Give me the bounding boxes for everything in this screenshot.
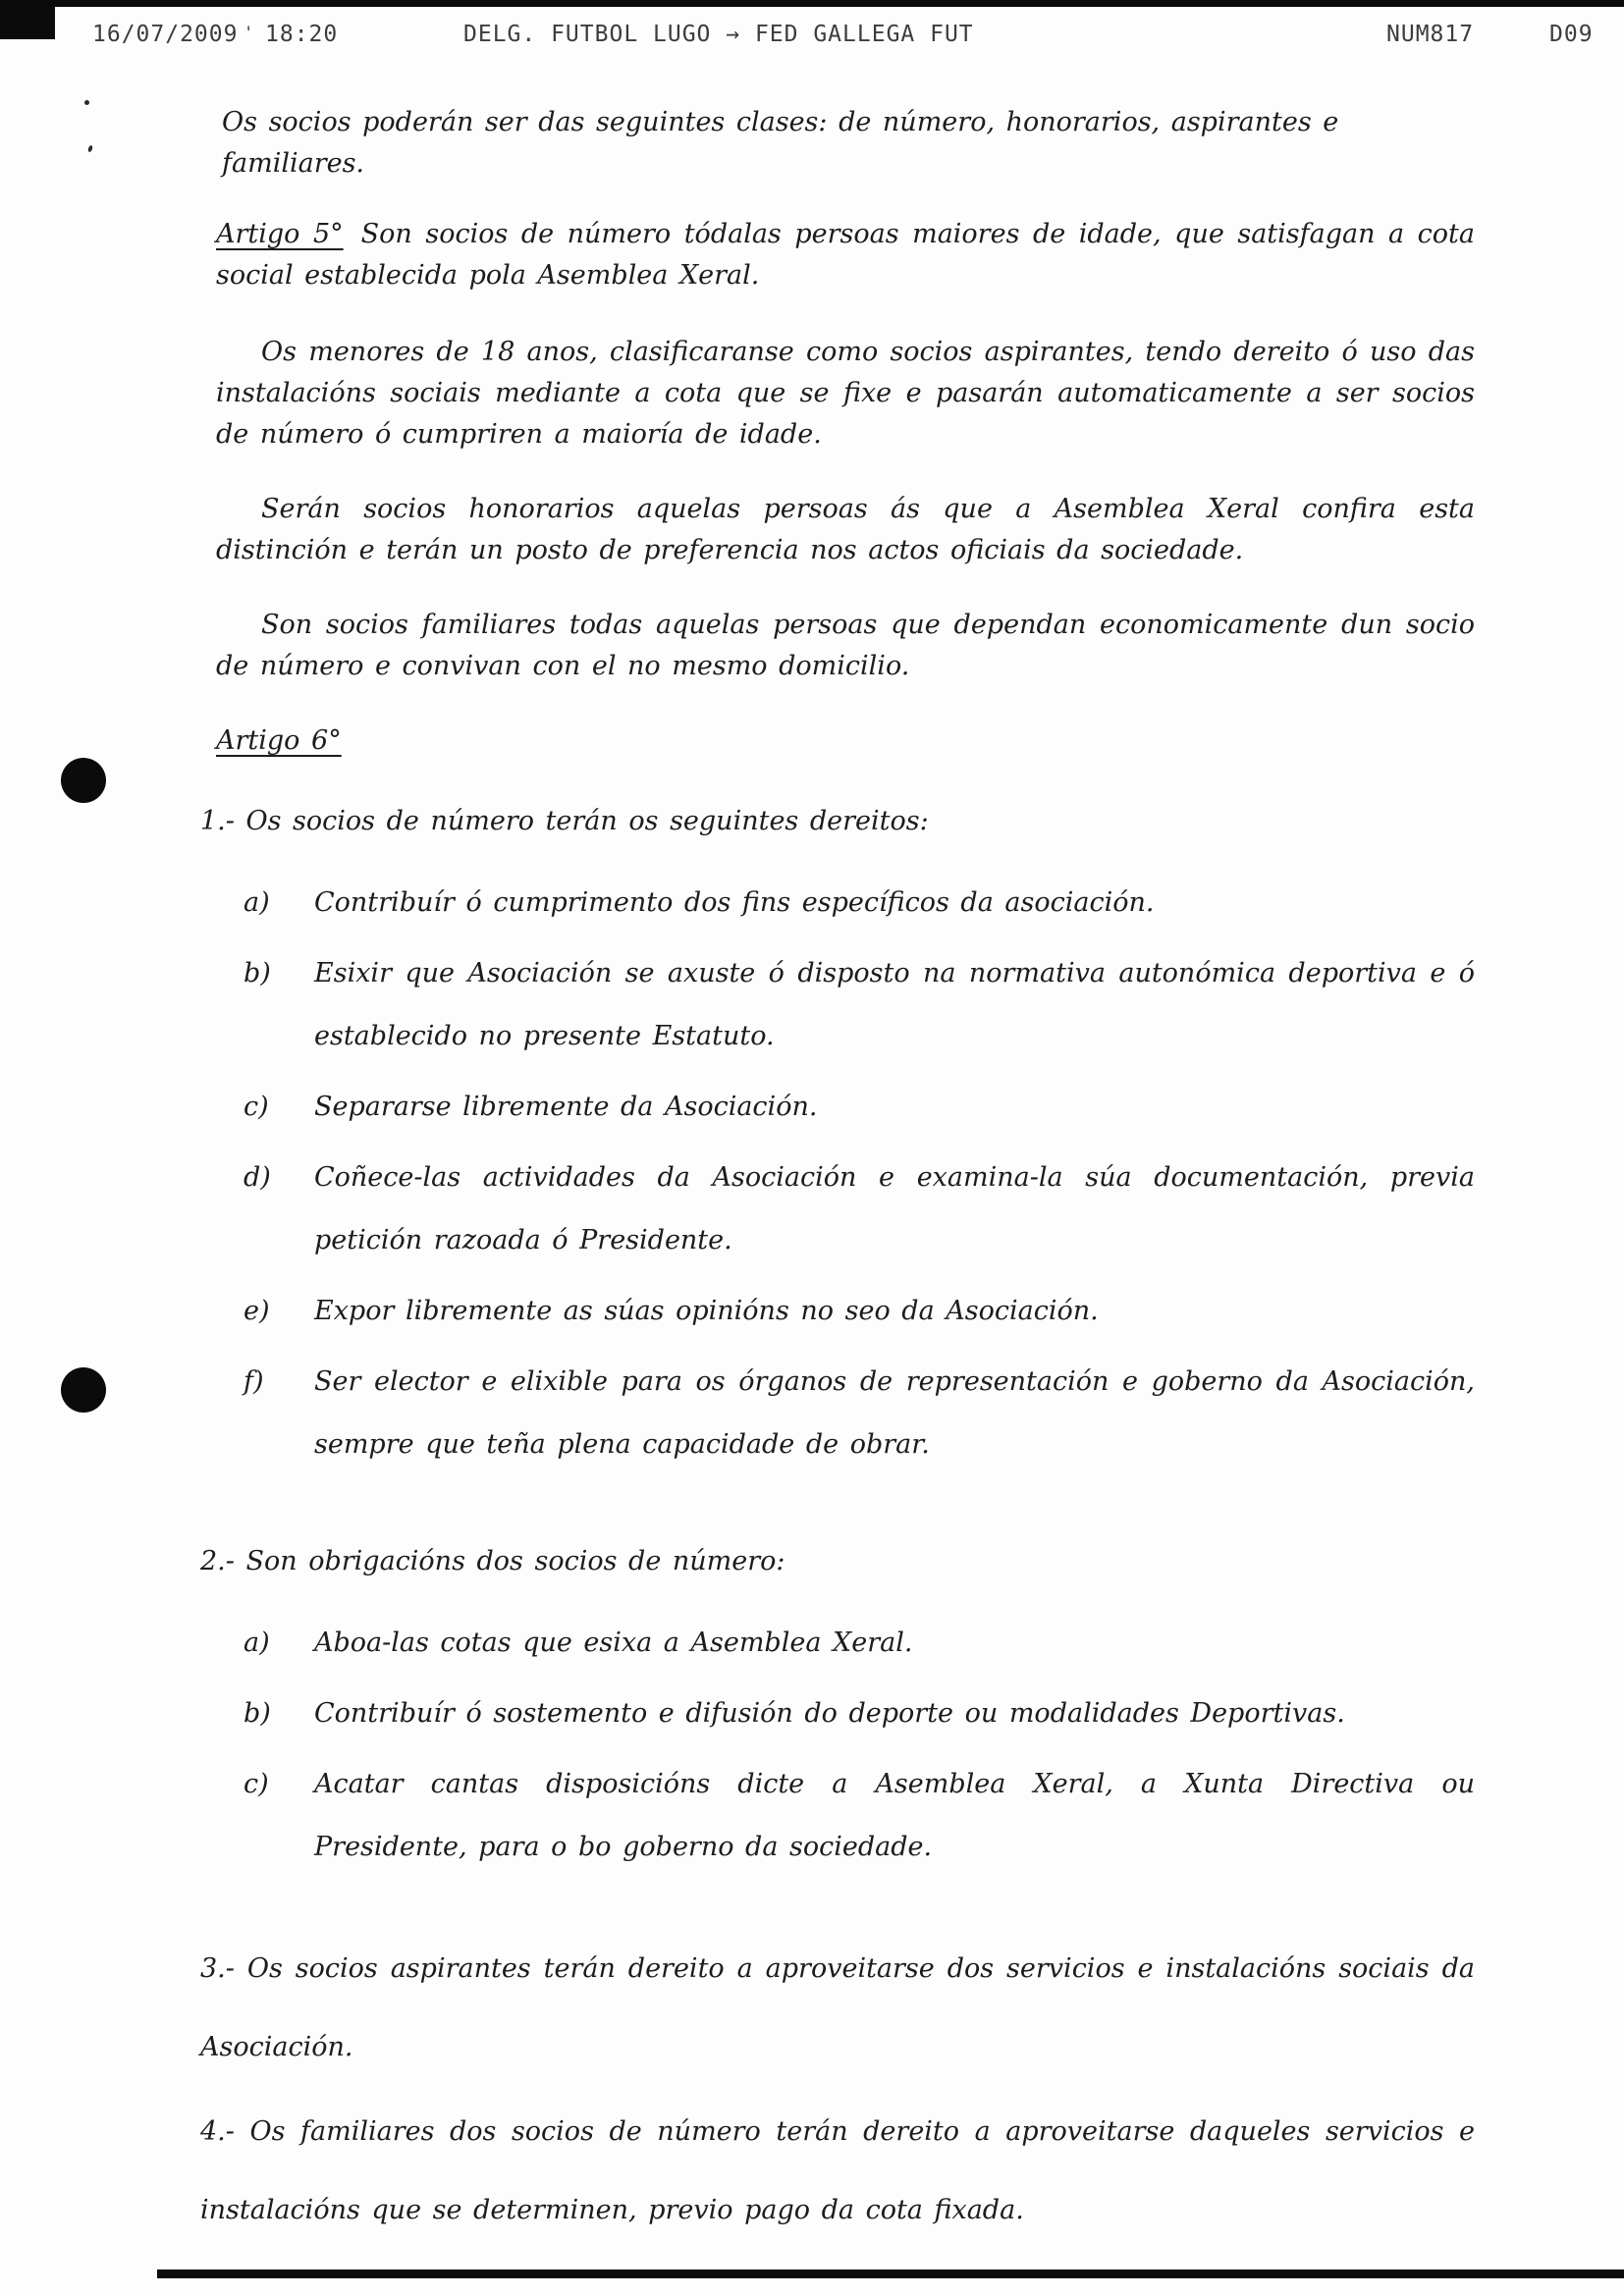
item-text: Os socios aspirantes terán dereito a aproveitarse dos servicios e instalacións sociais da Asociación. bbox=[200, 1953, 1475, 2062]
article-label: Artigo 5° bbox=[216, 219, 344, 249]
item-letter: b) bbox=[244, 1698, 271, 1729]
lettered-item bbox=[216, 1076, 1475, 1139]
item-letter: e) bbox=[244, 1296, 270, 1326]
article-heading-label: Artigo 6° bbox=[216, 725, 342, 756]
item-letter: c) bbox=[244, 1769, 269, 1799]
scan-artifact-bottom-line bbox=[157, 2269, 1624, 2278]
document-body bbox=[200, 102, 1475, 2250]
item-text: Contribuír ó sostemento e difusión do deporte ou modalidades Deportivas. bbox=[314, 1698, 1345, 1729]
item-number: 3.- bbox=[200, 1953, 235, 1984]
item-text: Ser elector e elixible para os órganos de representación e goberno da Asociación, sempre que teña plena capacidade de obrar. bbox=[314, 1366, 1475, 1460]
lettered-item bbox=[216, 1612, 1475, 1675]
item-letter: b) bbox=[244, 958, 271, 988]
lettered-item bbox=[216, 942, 1475, 1068]
item-text: Separarse libremente da Asociación. bbox=[314, 1092, 818, 1122]
item-text: Os familiares dos socios de número terán dereito a aproveitarse daqueles servicios e instalacións que se determinen, previo pago da cota fixada. bbox=[200, 2116, 1475, 2225]
item-text: Aboa-las cotas que esixa a Asemblea Xeral. bbox=[314, 1628, 913, 1658]
fax-time: 18:20 bbox=[265, 22, 339, 47]
fax-page-number: D09 bbox=[1549, 22, 1594, 47]
article-heading bbox=[216, 721, 1475, 762]
scan-speck bbox=[87, 145, 93, 153]
fax-header bbox=[0, 22, 1624, 53]
fax-route: DELG. FUTBOL LUGO → FED GALLEGA FUT bbox=[463, 22, 974, 47]
numbered-item bbox=[200, 2093, 1475, 2250]
hole-punch-mark bbox=[61, 758, 106, 803]
fax-session-number: NUM817 bbox=[1386, 22, 1475, 47]
paragraph: Os menores de 18 anos, clasificaranse como socios aspirantes, tendo dereito ó uso das instalacións sociais mediante a cota que se fixe e pasarán automaticamente a ser socios de número ó cumpriren a maioría de idade. bbox=[216, 337, 1475, 450]
fax-date: 16/07/2009 bbox=[92, 22, 239, 47]
item-letter: d) bbox=[244, 1162, 271, 1193]
item-letter: a) bbox=[244, 887, 270, 918]
item-text: Contribuír ó cumprimento dos fins específicos da asociación. bbox=[314, 887, 1155, 918]
item-letter: c) bbox=[244, 1092, 269, 1122]
item-text: Acatar cantas disposicións dicte a Asemblea Xeral, a Xunta Directiva ou Presidente, para o bo goberno da sociedade. bbox=[314, 1769, 1475, 1862]
numbered-item bbox=[200, 1930, 1475, 2087]
item-letter: f) bbox=[244, 1366, 264, 1397]
paragraph: Son socios familiares todas aquelas persoas que dependan economicamente dun socio de número e convivan con el no mesmo domicilio. bbox=[216, 610, 1475, 681]
hole-punch-mark bbox=[61, 1367, 106, 1413]
scan-speck bbox=[84, 100, 89, 105]
lettered-item bbox=[216, 1147, 1475, 1272]
paragraph-text: Son socios de número tódalas persoas maiores de idade, que satisfagan a cota social establecida pola Asemblea Xeral. bbox=[216, 219, 1475, 291]
lettered-item bbox=[216, 1351, 1475, 1476]
item-text: Coñece-las actividades da Asociación e examina-la súa documentación, previa petición razoada ó Presidente. bbox=[314, 1162, 1475, 1255]
numbered-item bbox=[200, 801, 1475, 842]
item-number: 1.- bbox=[200, 806, 235, 836]
item-letter: a) bbox=[244, 1628, 270, 1658]
numbered-item bbox=[200, 1541, 1475, 1582]
item-number: 2.- bbox=[200, 1546, 235, 1576]
item-text: Expor libremente as súas opinións no seo da Asociación. bbox=[314, 1296, 1099, 1326]
paragraph: Os socios poderán ser das seguintes clases: de número, honorarios, aspirantes e familiares. bbox=[222, 107, 1339, 179]
scan-artifact-top-line bbox=[0, 0, 1624, 7]
article-paragraph bbox=[216, 214, 1475, 296]
lettered-item bbox=[216, 872, 1475, 934]
item-number: 4.- bbox=[200, 2116, 235, 2147]
lettered-item bbox=[216, 1682, 1475, 1745]
item-text: Son obrigacións dos socios de número: bbox=[245, 1546, 785, 1576]
scan-speck: ' bbox=[244, 24, 255, 43]
lettered-item bbox=[216, 1280, 1475, 1343]
paragraph: Serán socios honorarios aquelas persoas ás que a Asemblea Xeral confira esta distinción e terán un posto de preferencia nos actos oficiais da sociedade. bbox=[216, 494, 1475, 565]
item-text: Esixir que Asociación se axuste ó disposto na normativa autonómica deportiva e ó establecido no presente Estatuto. bbox=[314, 958, 1475, 1051]
lettered-item bbox=[216, 1753, 1475, 1879]
item-text: Os socios de número terán os seguintes dereitos: bbox=[245, 806, 929, 836]
